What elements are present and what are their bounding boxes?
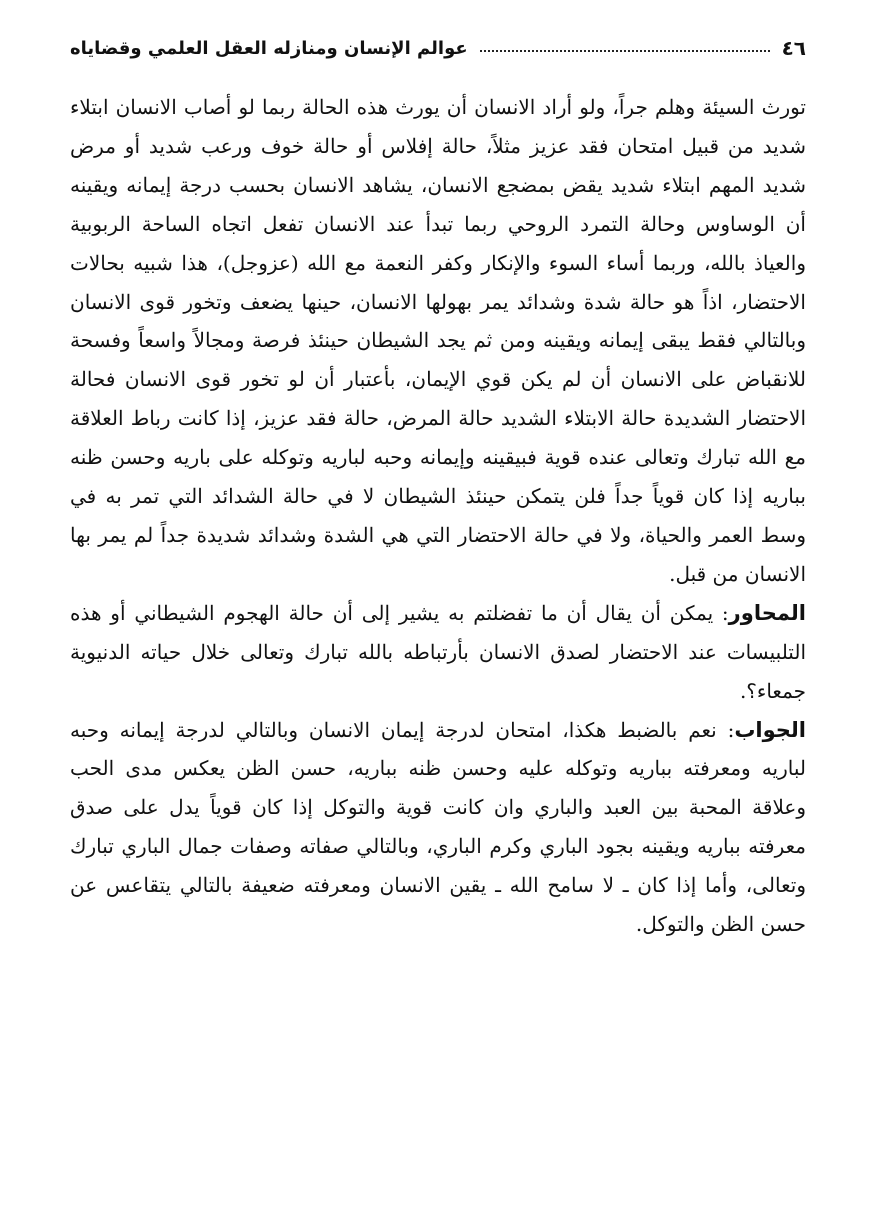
- question-text: : يمكن أن يقال أن ما تفضلتم به يشير إلى أن حالة الهجوم الشيطاني أو هذه التلبيسات عند الاحتضار لصدق الانسان بأرتباطه بالله تبارك وتعالى خلال حياته الدنيوية جمعاء؟.: [70, 600, 806, 703]
- question-speaker-label: المحاور: [728, 600, 806, 625]
- answer-paragraph: [70, 711, 806, 944]
- answer-speaker-label: الجواب: [734, 717, 806, 742]
- question-paragraph: [70, 594, 806, 711]
- page-body: [70, 88, 806, 944]
- body-paragraph: تورث السيئة وهلم جراً، ولو أراد الانسان أن يورث هذه الحالة ربما لو أصاب الانسان ابتلاء شديد من قبيل امتحان فقد عزيز مثلاً، حالة إفلاس أو حالة خوف ورعب شديد أو مرض شديد المهم ابتلاء شديد يقض بمضجع الانسان، يشاهد الانسان بحسب درجة إيمانه ويقينه أن الوساوس وحالة التمرد الروحي ربما تبدأ عند الانسان تفعل اتجاه الساحة الربوبية والعياذ بالله، وربما أساء السوء والإنكار وكفر النعمة مع الله (عزوجل)، هذا شبيه بحالات الاحتضار، اذاً هو حالة شدة وشدائد يمر بهولها الانسان، حينها يضعف وتخور قوى الانسان وبالتالي فقط يبقى إيمانه ويقينه ومن ثم يجد الشيطان حينئذ فرصة ومجالاً واسعاً وفسحة للانقباض على الانسان أن لم يكن قوي الإيمان، بأعتبار أن لو تخور قوى الانسان فحالة الاحتضار الشديدة حالة الابتلاء الشديد حالة المرض، حالة فقد عزيز، إذا كانت رباط العلاقة مع الله تبارك وتعالى عنده قوية فبيقينه وإيمانه وحبه لباريه وتوكله على باريه وحسن ظنه بباريه إذا كان قوياً جداً فلن يتمكن حينئذ الشيطان لا في حالة الشدائد التي تمر به في وسط العمر والحياة، ولا في حالة الاحتضار التي هي الشدة وشدائد شديدة جداً لم يمر بها الانسان من قبل.: [70, 95, 807, 586]
- answer-text: : نعم بالضبط هكذا، امتحان لدرجة إيمان الانسان وبالتالي لدرجة إيمانه وحبه لباريه ومعرفته بباريه وتوكله عليه وحسن ظنه بباريه، حسن الظن يعكس مدى الحب وعلاقة المحبة بين العبد والباري وان كانت قوية والتوكل إذا كان قوياً يدل على صدق معرفته بباريه ويقينه بجود الباري وكرم الباري، وبالتالي صفاته وصفات جمال الباري تبارك وتعالى، وأما إذا كان ـ لا سامح الله ـ يقين الانسان ومعرفته ضعيفة بالتالي يتقاعس عن حسن الظن والتوكل.: [70, 717, 806, 937]
- page-header: [70, 30, 806, 66]
- page-number: ٤٦: [781, 36, 806, 60]
- running-title: عوالم الإنسان ومنازله العقل العلمي وقضاياه: [70, 37, 468, 59]
- dotted-leader: [480, 50, 770, 52]
